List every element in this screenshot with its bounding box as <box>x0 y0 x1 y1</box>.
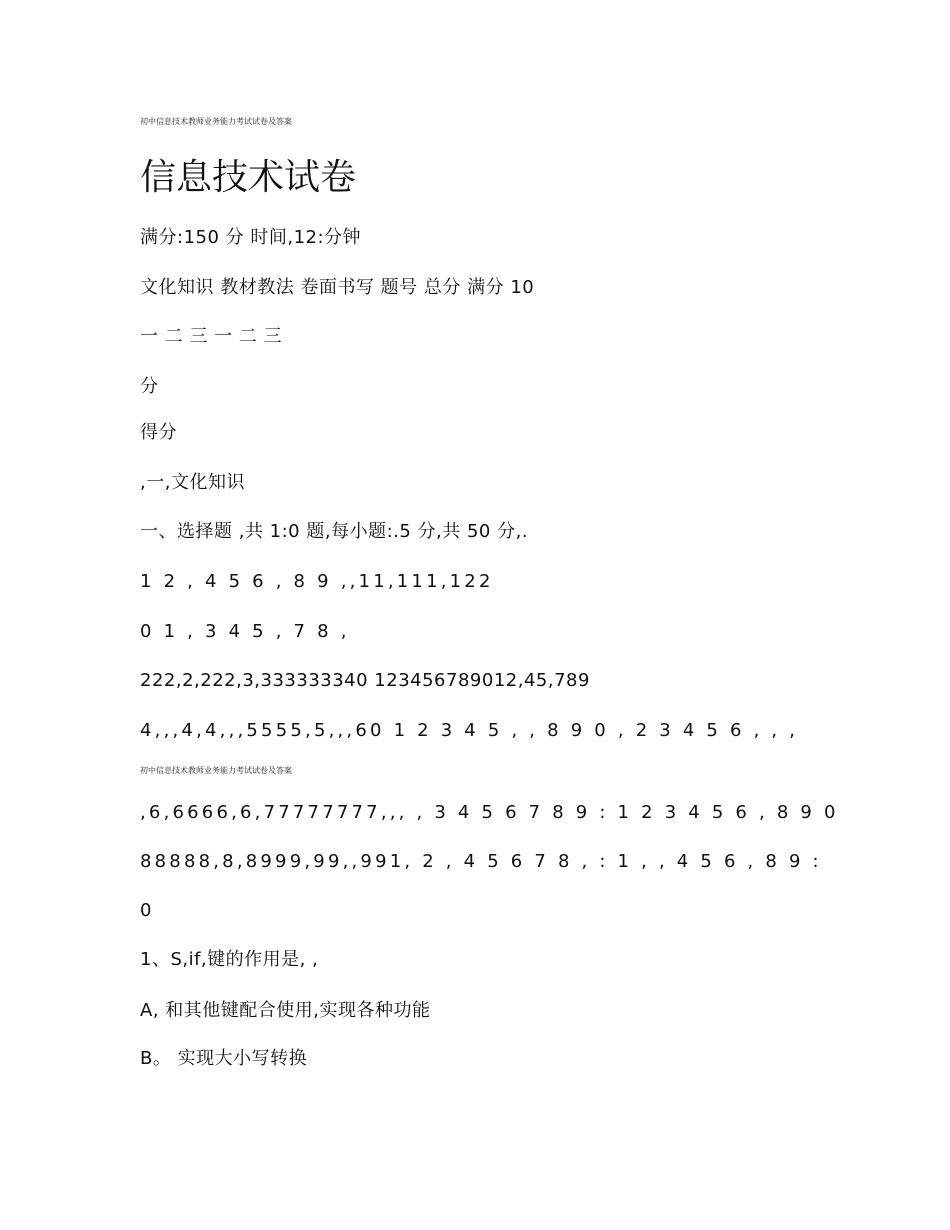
answer-grid-line: 1 2 , 4 5 6 , 8 9 ,,11,111,122 <box>140 571 494 592</box>
question-text: 1、S,if,键的作用是, , <box>140 949 319 970</box>
score-table-columns: 一 二 三 一 二 三 <box>140 326 283 347</box>
score-time-line: 满分:150 分 时间,12:分钟 <box>140 227 362 248</box>
repeated-page-header: 初中信息技术教师业务能力考试试卷及答案 <box>140 766 292 775</box>
answer-grid-line: 0 1 , 3 4 5 , 7 8 , <box>140 621 350 642</box>
answer-grid-line: 0 <box>140 900 152 921</box>
answer-option: A, 和其他键配合使用,实现各种功能 <box>140 1000 431 1021</box>
answer-grid-line: ,6,6666,6,77777777,,, , 3 4 5 6 7 8 9 : 1 2 3 4 5 6 , 8 9 0 <box>140 802 839 823</box>
answer-grid-line: 4,,,4,4,,,5555,5,,,60 1 2 3 4 5 , , 8 9 0 , 2 3 4 5 6 , , , <box>140 720 799 741</box>
document-title: 信息技术试卷 <box>140 157 357 198</box>
page-header: 初中信息技术教师业务能力考试试卷及答案 <box>140 117 292 126</box>
answer-grid-line: 222,2,222,3,333333340 123456789012,45,789 <box>140 670 590 691</box>
section-heading: ,一,文化知识 <box>140 472 245 493</box>
score-table-row-label: 得分 <box>140 422 177 443</box>
score-table-header: 文化知识 教材教法 卷面书写 题号 总分 满分 10 <box>140 277 535 298</box>
score-table-row-label: 分 <box>140 376 159 397</box>
answer-grid-line: 88888,8,8999,99,,991, 2 , 4 5 6 7 8 , : 1 , , 4 5 6 , 8 9 : <box>140 851 822 872</box>
question-group-heading: 一、选择题 ,共 1:0 题,每小题:.5 分,共 50 分,. <box>140 521 529 542</box>
answer-option: B。 实现大小写转换 <box>140 1048 308 1069</box>
